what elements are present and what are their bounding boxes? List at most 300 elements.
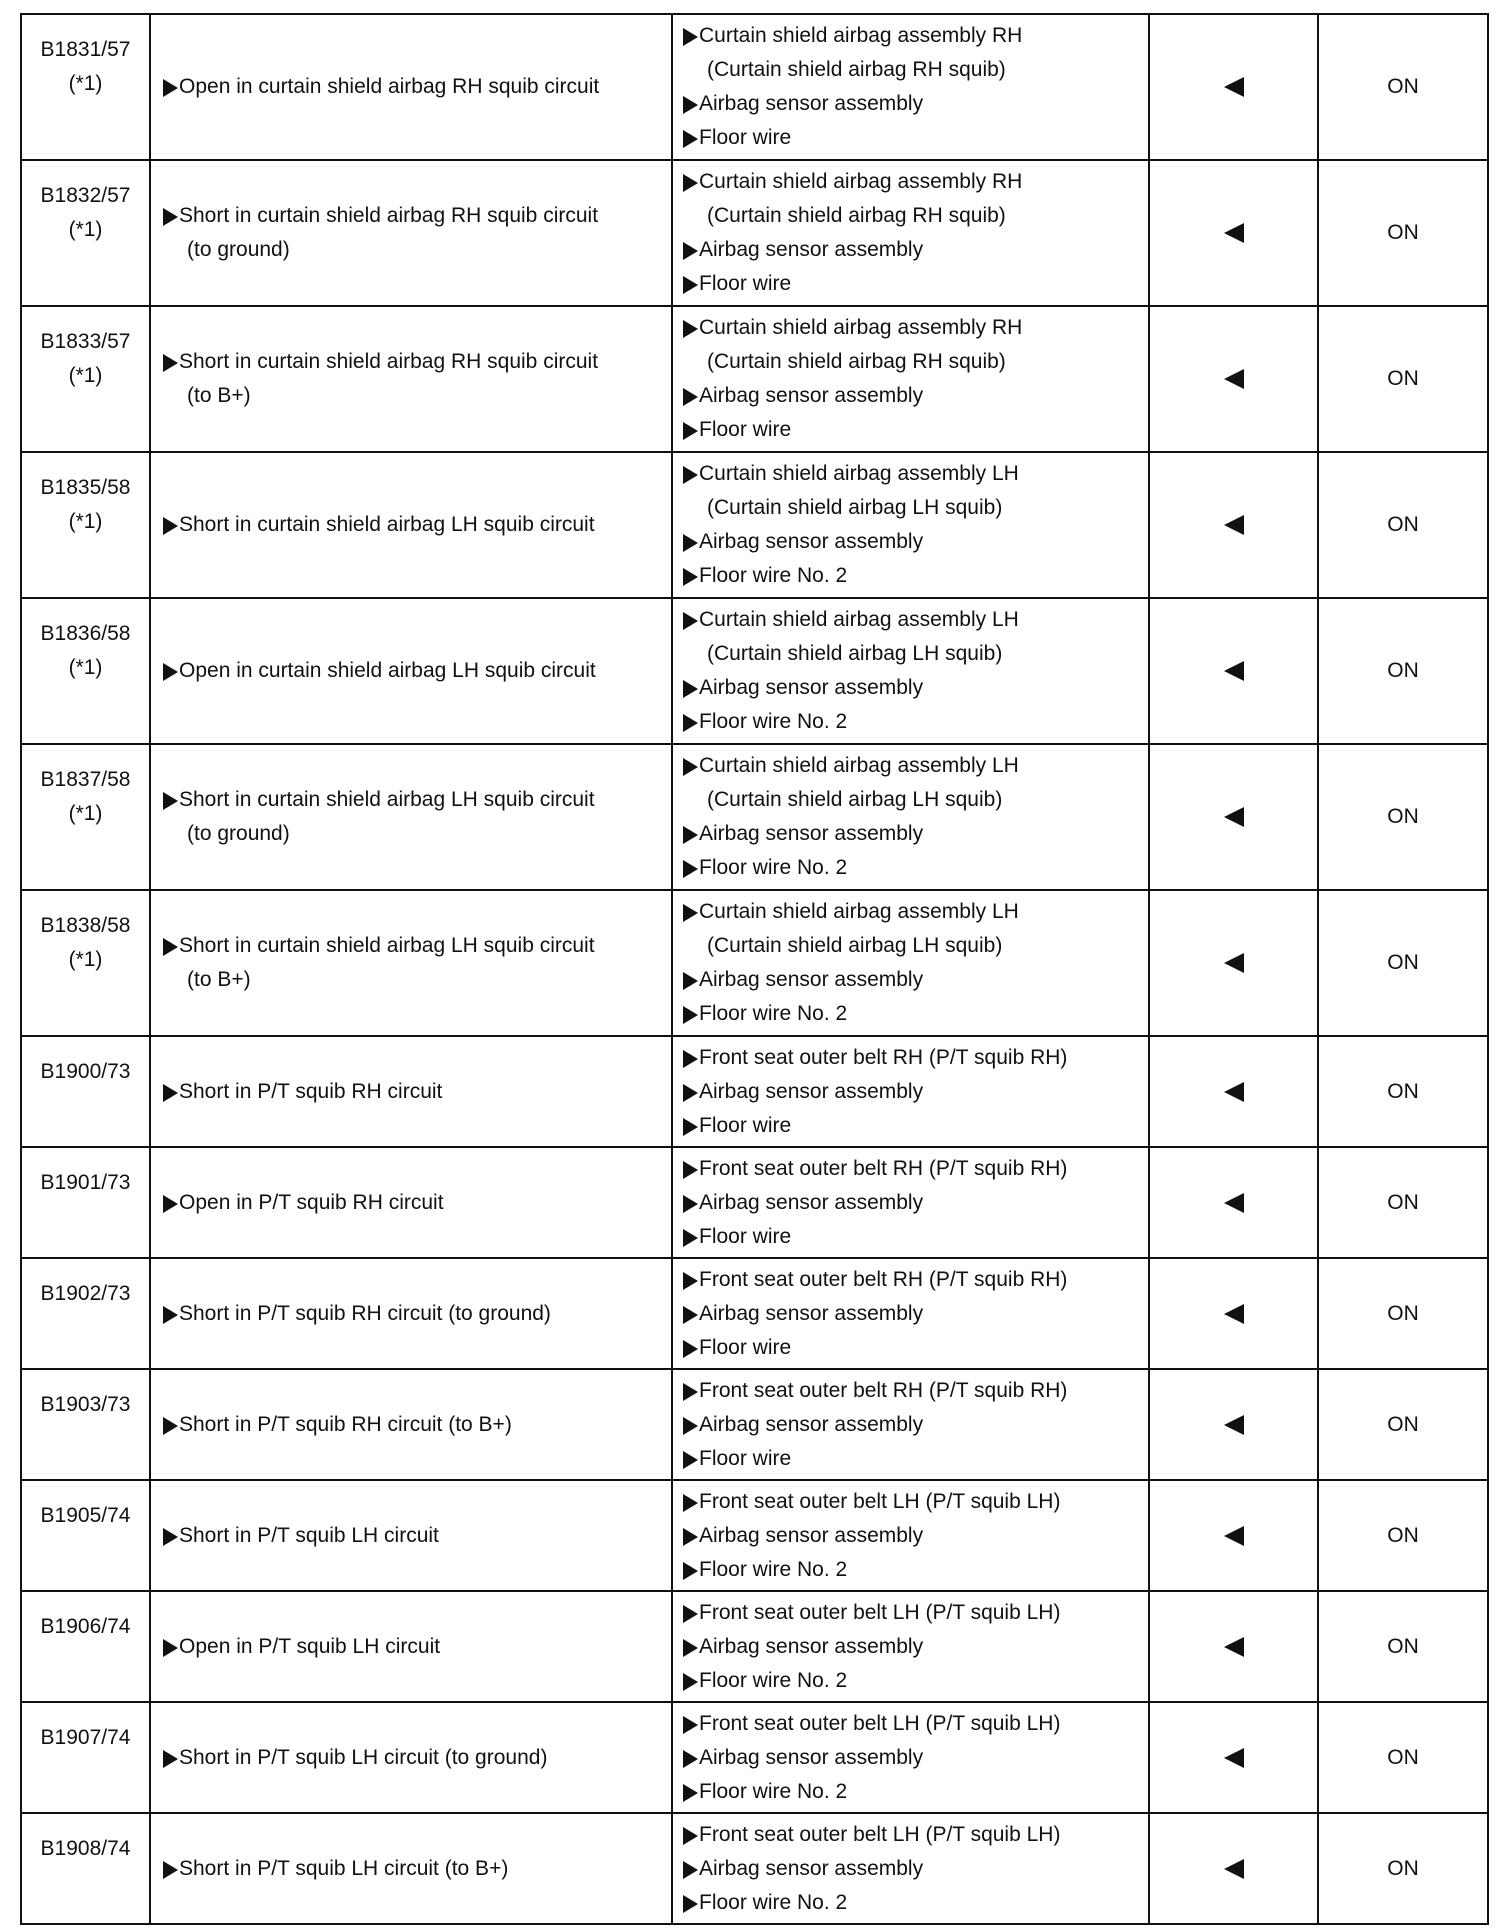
memory-cell [1318,1036,1488,1147]
trouble-area-text: (Curtain shield airbag LH squib) [707,788,1003,811]
bullet-arrow-icon [163,1528,178,1546]
detection-item-cell [150,14,672,160]
bullet-arrow-icon [163,792,178,810]
trouble-area-line [683,233,1148,267]
trouble-area-line [683,1886,1148,1920]
table-row [21,1036,1488,1147]
detection-item-cell [150,1591,672,1702]
bullet-arrow-icon [683,826,698,844]
trouble-area-text: Floor wire No. 2 [699,1002,848,1025]
trouble-area-line [683,413,1148,447]
lamp-indicator-arrow-icon [1224,1637,1244,1657]
trouble-area-line [683,817,1148,851]
bullet-arrow-icon [683,860,698,878]
trouble-area-line [683,1041,1148,1075]
dtc-table [20,13,1489,1925]
table-row [21,1591,1488,1702]
dtc-code-cell [21,1480,150,1591]
bullet-arrow-icon [683,1161,698,1179]
memory-cell [1318,1813,1488,1924]
bullet-arrow-icon [163,1417,178,1435]
trouble-area-text: Front seat outer belt LH (P/T squib LH) [699,1711,1061,1735]
detection-line [163,379,671,413]
trouble-area-cell [672,160,1149,306]
table-row [21,598,1488,744]
bullet-arrow-icon [163,938,178,956]
bullet-arrow-icon [163,354,178,372]
detection-text: Short in curtain shield airbag LH squib circuit [179,513,595,536]
memory-status: ON [1387,1301,1419,1325]
warning-lamp-cell [1149,1591,1318,1702]
detection-item-cell [150,1813,672,1924]
bullet-arrow-icon [683,96,698,114]
bullet-arrow-icon [683,1750,698,1768]
trouble-area-line [683,525,1148,559]
dtc-code: B1900/73 [40,1060,131,1083]
dtc-code-cell [21,1813,150,1924]
memory-status: ON [1387,513,1419,536]
detection-line [163,508,671,542]
trouble-area-text: Floor wire [699,1446,792,1470]
bullet-arrow-icon [683,1827,698,1845]
detection-text: (to ground) [187,238,290,261]
detection-text: (to B+) [187,384,251,407]
trouble-area-text: Curtain shield airbag assembly LH [699,608,1019,631]
memory-status: ON [1387,1190,1419,1214]
trouble-area-line [683,895,1148,929]
memory-cell [1318,160,1488,306]
dtc-code: B1905/74 [40,1504,131,1527]
warning-lamp-cell [1149,1258,1318,1369]
warning-lamp-cell [1149,890,1318,1036]
trouble-area-text: (Curtain shield airbag RH squib) [707,350,1006,373]
trouble-area-text: Curtain shield airbag assembly RH [699,24,1023,47]
bullet-arrow-icon [163,1306,178,1324]
trouble-area-line [683,1485,1148,1519]
trouble-area-text: Airbag sensor assembly [699,1079,924,1103]
trouble-area-text: Airbag sensor assembly [699,384,924,407]
warning-lamp-cell [1149,1369,1318,1480]
trouble-area-text: Floor wire [699,126,792,149]
detection-line [163,654,671,688]
trouble-area-line [683,1408,1148,1442]
bullet-arrow-icon [163,1084,178,1102]
dtc-code-cell [21,1369,150,1480]
bullet-arrow-icon [683,1050,698,1068]
detection-text: Open in curtain shield airbag LH squib circuit [179,659,596,682]
memory-status: ON [1387,1634,1419,1658]
trouble-area-text: Curtain shield airbag assembly LH [699,462,1019,485]
memory-cell [1318,1369,1488,1480]
detection-text: Short in curtain shield airbag RH squib circuit [179,350,599,373]
dtc-code: B1833/57 [40,330,131,353]
trouble-area-line [683,1374,1148,1408]
detection-text: Short in P/T squib LH circuit (to B+) [179,1856,509,1880]
trouble-area-text: Airbag sensor assembly [699,1634,924,1658]
memory-status: ON [1387,75,1419,98]
bullet-arrow-icon [683,1383,698,1401]
memory-cell [1318,1258,1488,1369]
detection-item-cell [150,1147,672,1258]
trouble-area-text: Floor wire [699,1224,792,1248]
trouble-area-text: Airbag sensor assembly [699,1745,924,1769]
detection-item-cell [150,1480,672,1591]
warning-lamp-cell [1149,1480,1318,1591]
bullet-arrow-icon [683,1272,698,1290]
lamp-indicator-arrow-icon [1224,1748,1244,1768]
bullet-arrow-icon [683,1006,698,1024]
trouble-area-text: Floor wire No. 2 [699,564,848,587]
dtc-code-cell [21,160,150,306]
bullet-arrow-icon [683,242,698,260]
trouble-area-line [683,1109,1148,1143]
trouble-area-cell [672,1813,1149,1924]
detection-line [163,783,671,817]
bullet-arrow-icon [683,1195,698,1213]
trouble-area-cell [672,1480,1149,1591]
trouble-area-cell [672,890,1149,1036]
detection-line [163,1519,671,1553]
bullet-arrow-icon [683,1118,698,1136]
bullet-arrow-icon [683,1451,698,1469]
bullet-arrow-icon [683,1605,698,1623]
trouble-area-line [683,87,1148,121]
bullet-arrow-icon [683,1340,698,1358]
bullet-arrow-icon [683,714,698,732]
trouble-area-line [683,603,1148,637]
lamp-indicator-arrow-icon [1224,1526,1244,1546]
dtc-code: B1832/57 [40,184,131,207]
lamp-indicator-arrow-icon [1224,1304,1244,1324]
trouble-area-text: Floor wire [699,1113,792,1137]
detection-line [163,345,671,379]
table-row [21,452,1488,598]
lamp-indicator-arrow-icon [1224,369,1244,389]
trouble-area-line [683,457,1148,491]
detection-text: Open in P/T squib LH circuit [179,1634,441,1658]
bullet-arrow-icon [683,276,698,294]
bullet-arrow-icon [683,1417,698,1435]
table-row [21,1147,1488,1258]
lamp-indicator-arrow-icon [1224,661,1244,681]
warning-lamp-cell [1149,306,1318,452]
bullet-arrow-icon [683,1895,698,1913]
trouble-area-cell [672,14,1149,160]
dtc-code-cell [21,14,150,160]
trouble-area-text: Front seat outer belt RH (P/T squib RH) [699,1267,1068,1291]
detection-line [163,963,671,997]
dtc-code: B1907/74 [40,1726,131,1749]
trouble-area-text: Airbag sensor assembly [699,676,924,699]
detection-line [163,1186,671,1220]
trouble-area-line [683,1442,1148,1476]
memory-cell [1318,14,1488,160]
trouble-area-line [683,1220,1148,1254]
trouble-area-line [683,997,1148,1031]
trouble-area-text: Front seat outer belt RH (P/T squib RH) [699,1045,1068,1069]
dtc-code: B1908/74 [40,1837,131,1860]
table-row [21,14,1488,160]
table-row [21,1702,1488,1813]
bullet-arrow-icon [683,388,698,406]
bullet-arrow-icon [683,534,698,552]
detection-text: Short in curtain shield airbag LH squib circuit [179,788,595,811]
warning-lamp-cell [1149,160,1318,306]
trouble-area-text: Airbag sensor assembly [699,968,924,991]
memory-status: ON [1387,1745,1419,1769]
memory-cell [1318,1480,1488,1591]
detection-item-cell [150,598,672,744]
trouble-area-text: Floor wire [699,1335,792,1359]
memory-cell [1318,306,1488,452]
trouble-area-cell [672,452,1149,598]
trouble-area-line [683,749,1148,783]
detection-item-cell [150,1702,672,1813]
detection-text: Short in P/T squib RH circuit [179,1079,443,1103]
trouble-area-text: Airbag sensor assembly [699,1856,924,1880]
detection-line [163,1075,671,1109]
trouble-area-line [683,53,1148,87]
trouble-area-text: Front seat outer belt LH (P/T squib LH) [699,1489,1061,1513]
memory-cell [1318,1702,1488,1813]
trouble-area-text: (Curtain shield airbag RH squib) [707,204,1006,227]
detection-item-cell [150,452,672,598]
detection-line [163,1630,671,1664]
trouble-area-text: Airbag sensor assembly [699,530,924,553]
lamp-indicator-arrow-icon [1224,953,1244,973]
bullet-arrow-icon [683,1229,698,1247]
trouble-area-cell [672,598,1149,744]
trouble-area-line [683,165,1148,199]
dtc-code-cell [21,452,150,598]
trouble-area-line [683,121,1148,155]
trouble-area-line [683,1297,1148,1331]
memory-status: ON [1387,367,1419,390]
trouble-area-cell [672,1036,1149,1147]
bullet-arrow-icon [163,1195,178,1213]
trouble-area-cell [672,744,1149,890]
lamp-indicator-arrow-icon [1224,77,1244,97]
trouble-area-text: Floor wire [699,272,792,295]
bullet-arrow-icon [683,422,698,440]
trouble-area-cell [672,1147,1149,1258]
lamp-indicator-arrow-icon [1224,1415,1244,1435]
bullet-arrow-icon [683,1784,698,1802]
dtc-note: (*1) [68,364,103,387]
detection-line [163,70,671,104]
lamp-indicator-arrow-icon [1224,1193,1244,1213]
detection-text: (to ground) [187,822,290,845]
trouble-area-text: (Curtain shield airbag LH squib) [707,934,1003,957]
bullet-arrow-icon [163,663,178,681]
memory-status: ON [1387,805,1419,828]
trouble-area-line [683,851,1148,885]
trouble-area-text: Curtain shield airbag assembly LH [699,900,1019,923]
warning-lamp-cell [1149,598,1318,744]
dtc-code-cell [21,598,150,744]
trouble-area-line [683,1075,1148,1109]
detection-item-cell [150,1036,672,1147]
trouble-area-line [683,1553,1148,1587]
table-row [21,160,1488,306]
trouble-area-line [683,491,1148,525]
warning-lamp-cell [1149,744,1318,890]
detection-item-cell [150,744,672,890]
bullet-arrow-icon [683,568,698,586]
dtc-note: (*1) [68,510,103,533]
bullet-arrow-icon [683,1861,698,1879]
dtc-note: (*1) [68,948,103,971]
bullet-arrow-icon [683,130,698,148]
warning-lamp-cell [1149,1147,1318,1258]
trouble-area-line [683,963,1148,997]
trouble-area-line [683,311,1148,345]
memory-cell [1318,1147,1488,1258]
dtc-code-cell [21,1258,150,1369]
trouble-area-text: Curtain shield airbag assembly LH [699,754,1019,777]
table-row [21,890,1488,1036]
bullet-arrow-icon [163,517,178,535]
detection-text: Short in P/T squib LH circuit [179,1523,439,1547]
trouble-area-text: Airbag sensor assembly [699,1301,924,1325]
trouble-area-text: (Curtain shield airbag RH squib) [707,58,1006,81]
dtc-code-cell [21,744,150,890]
dtc-code: B1837/58 [40,768,131,791]
trouble-area-line [683,1263,1148,1297]
trouble-area-text: Floor wire [699,418,792,441]
detection-line [163,199,671,233]
trouble-area-line [683,379,1148,413]
trouble-area-text: Front seat outer belt RH (P/T squib RH) [699,1378,1068,1402]
trouble-area-text: (Curtain shield airbag LH squib) [707,642,1003,665]
table-row [21,1813,1488,1924]
trouble-area-text: Front seat outer belt LH (P/T squib LH) [699,1600,1061,1624]
bullet-arrow-icon [683,1716,698,1734]
trouble-area-line [683,783,1148,817]
dtc-code: B1838/58 [40,914,131,937]
bullet-arrow-icon [163,79,178,97]
dtc-note: (*1) [68,72,103,95]
dtc-code: B1906/74 [40,1615,131,1638]
trouble-area-line [683,929,1148,963]
trouble-area-text: Airbag sensor assembly [699,1412,924,1436]
trouble-area-line [683,1186,1148,1220]
detection-item-cell [150,890,672,1036]
trouble-area-line [683,1331,1148,1365]
trouble-area-text: Airbag sensor assembly [699,92,924,115]
table-row [21,1258,1488,1369]
dtc-code: B1835/58 [40,476,131,499]
trouble-area-line [683,1707,1148,1741]
trouble-area-text: Floor wire No. 2 [699,710,848,733]
bullet-arrow-icon [683,1673,698,1691]
bullet-arrow-icon [683,904,698,922]
trouble-area-line [683,559,1148,593]
trouble-area-text: Curtain shield airbag assembly RH [699,316,1023,339]
trouble-area-text: Airbag sensor assembly [699,1190,924,1214]
memory-status: ON [1387,1523,1419,1547]
memory-status: ON [1387,1412,1419,1436]
dtc-note: (*1) [68,656,103,679]
lamp-indicator-arrow-icon [1224,223,1244,243]
trouble-area-line [683,1630,1148,1664]
trouble-area-text: Airbag sensor assembly [699,822,924,845]
memory-cell [1318,1591,1488,1702]
bullet-arrow-icon [683,972,698,990]
memory-status: ON [1387,1079,1419,1103]
memory-cell [1318,598,1488,744]
lamp-indicator-arrow-icon [1224,807,1244,827]
trouble-area-line [683,1775,1148,1809]
dtc-code: B1903/73 [40,1393,131,1416]
trouble-area-text: Floor wire No. 2 [699,856,848,879]
trouble-area-line [683,1519,1148,1553]
dtc-code: B1836/58 [40,622,131,645]
warning-lamp-cell [1149,1036,1318,1147]
dtc-code: B1902/73 [40,1282,131,1305]
table-row [21,1369,1488,1480]
dtc-code: B1831/57 [40,38,131,61]
lamp-indicator-arrow-icon [1224,515,1244,535]
trouble-area-line [683,1741,1148,1775]
trouble-area-line [683,1664,1148,1698]
detection-line [163,1297,671,1331]
warning-lamp-cell [1149,1702,1318,1813]
dtc-note: (*1) [68,218,103,241]
detection-line [163,817,671,851]
detection-item-cell [150,306,672,452]
bullet-arrow-icon [683,758,698,776]
dtc-table-body [21,14,1488,1924]
dtc-code: B1901/73 [40,1171,131,1194]
detection-line [163,1741,671,1775]
dtc-code-cell [21,1591,150,1702]
bullet-arrow-icon [683,320,698,338]
trouble-area-line [683,705,1148,739]
bullet-arrow-icon [683,1639,698,1657]
dtc-code-cell [21,1147,150,1258]
trouble-area-cell [672,1591,1149,1702]
bullet-arrow-icon [683,28,698,46]
trouble-area-line [683,345,1148,379]
bullet-arrow-icon [683,1306,698,1324]
trouble-area-text: Airbag sensor assembly [699,238,924,261]
bullet-arrow-icon [163,1750,178,1768]
detection-text: (to B+) [187,968,251,991]
detection-text: Short in P/T squib RH circuit (to B+) [179,1412,512,1436]
trouble-area-line [683,267,1148,301]
trouble-area-line [683,671,1148,705]
detection-line [163,1852,671,1886]
memory-cell [1318,452,1488,598]
lamp-indicator-arrow-icon [1224,1859,1244,1879]
dtc-note: (*1) [68,802,103,825]
bullet-arrow-icon [683,1494,698,1512]
trouble-area-text: Front seat outer belt RH (P/T squib RH) [699,1156,1068,1180]
trouble-area-line [683,1818,1148,1852]
trouble-area-cell [672,1369,1149,1480]
trouble-area-line [683,199,1148,233]
bullet-arrow-icon [163,1861,178,1879]
table-row [21,744,1488,890]
bullet-arrow-icon [683,612,698,630]
trouble-area-text: Floor wire No. 2 [699,1779,848,1803]
bullet-arrow-icon [683,174,698,192]
memory-cell [1318,744,1488,890]
table-row [21,1480,1488,1591]
trouble-area-text: Front seat outer belt LH (P/T squib LH) [699,1822,1061,1846]
table-row [21,306,1488,452]
